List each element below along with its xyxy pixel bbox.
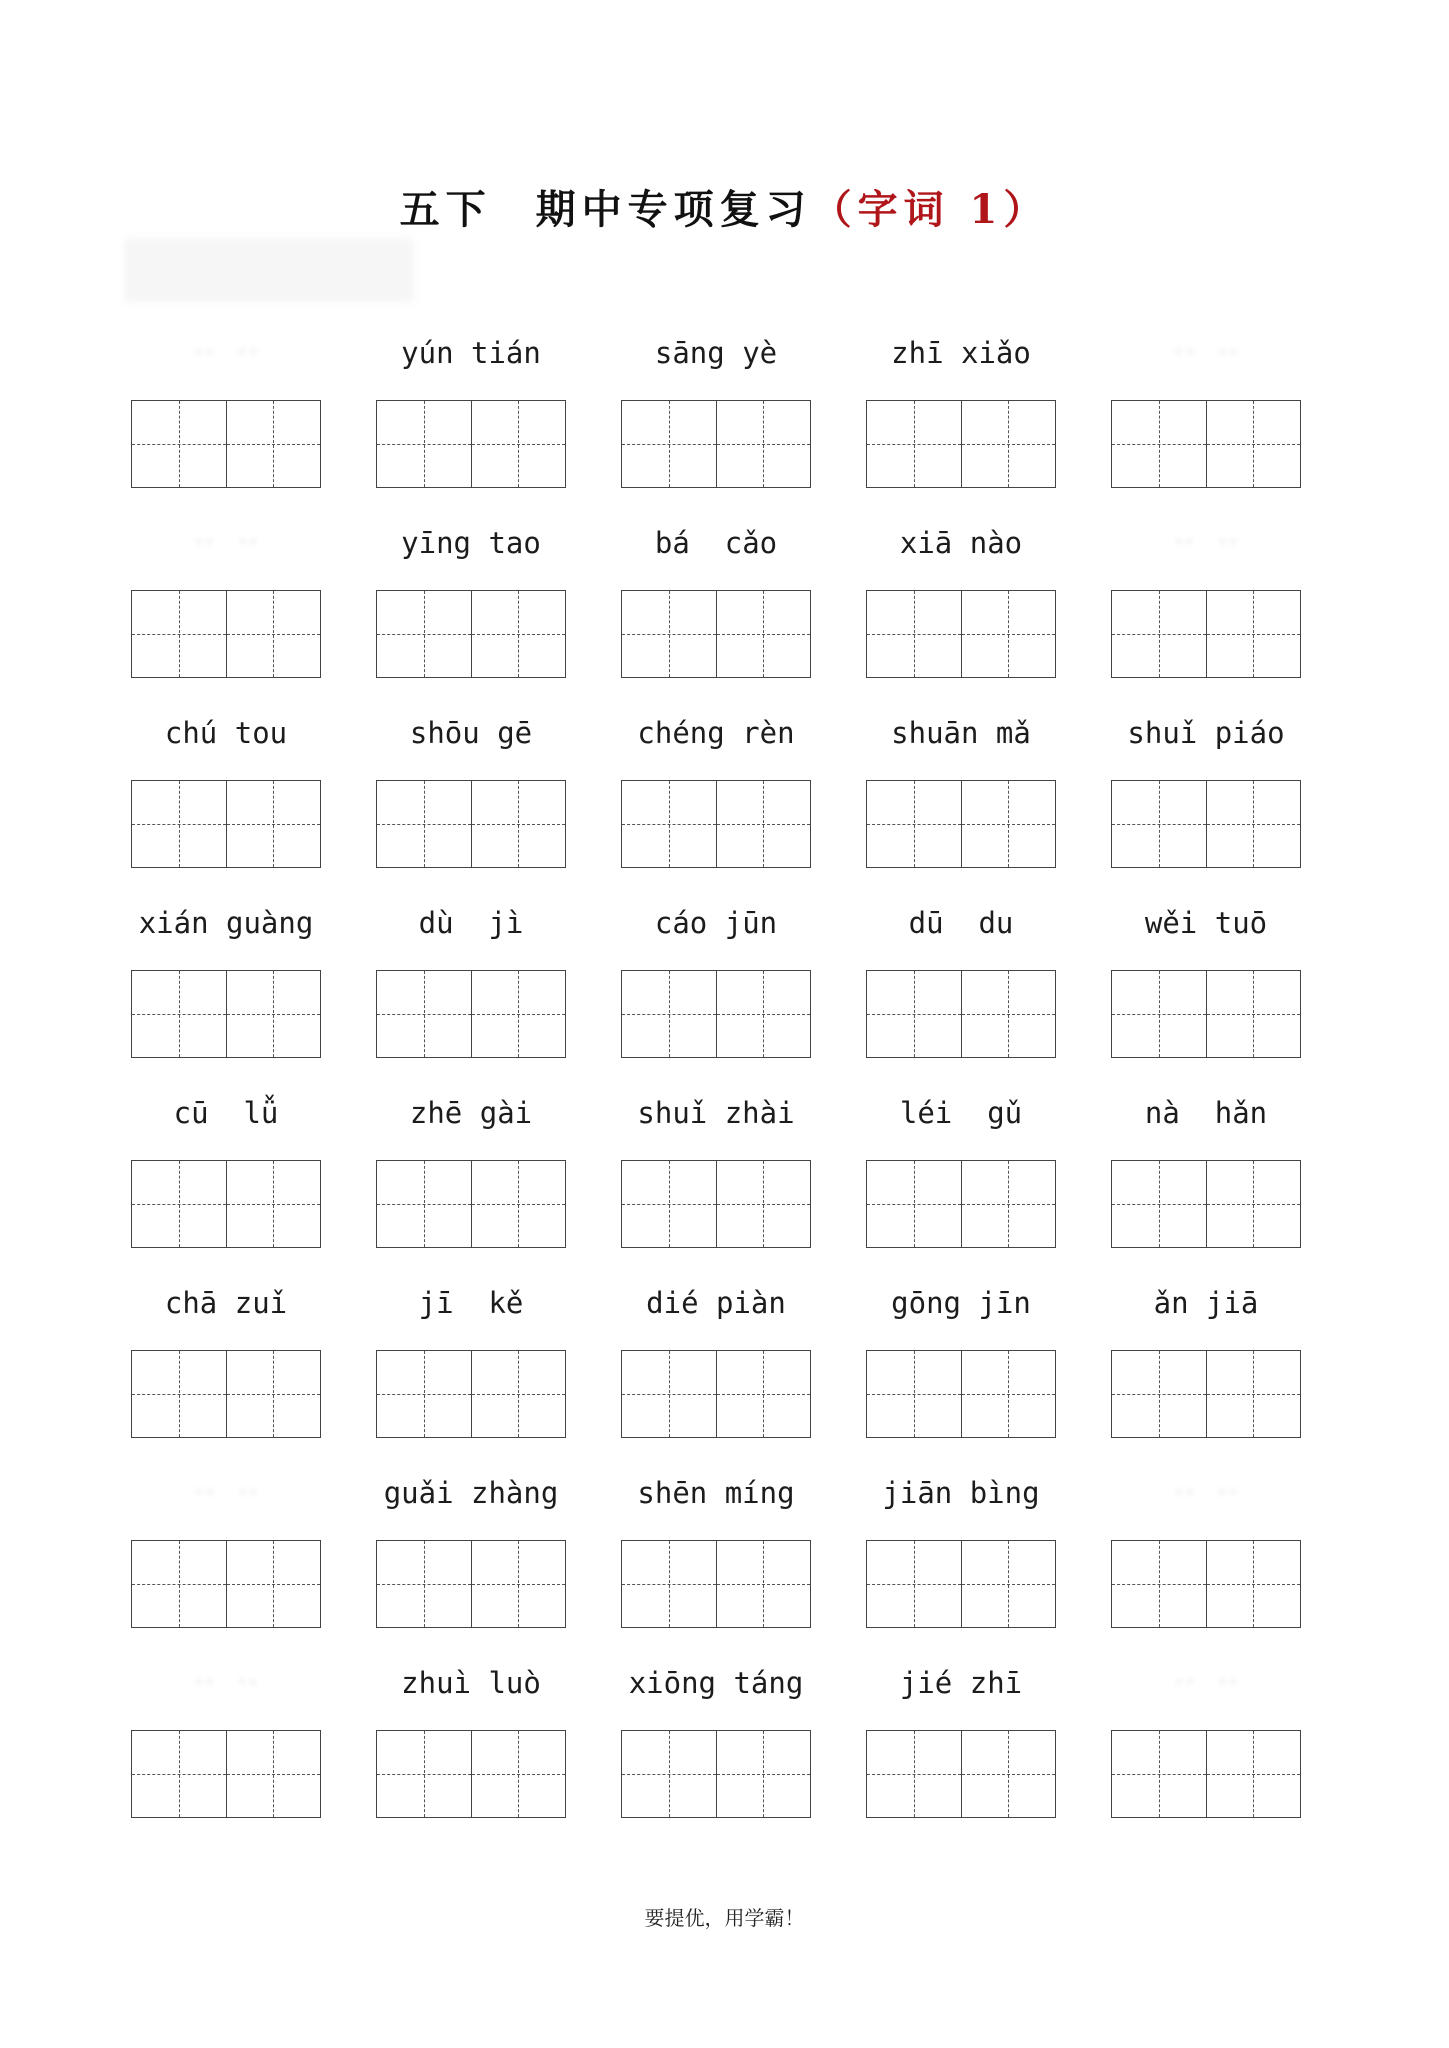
word-item xyxy=(1111,698,1301,872)
tianzige-cell[interactable] xyxy=(1112,1161,1206,1247)
word-item xyxy=(376,1078,566,1252)
tianzige-box-pair[interactable] xyxy=(866,1730,1056,1818)
word-item xyxy=(1111,1648,1301,1822)
pinyin-label-blurred: ·· ·· xyxy=(193,1482,259,1503)
tianzige-cell[interactable] xyxy=(471,1351,566,1437)
word-item xyxy=(376,1268,566,1442)
tianzige-box-pair[interactable] xyxy=(376,1350,566,1438)
tianzige-cell[interactable] xyxy=(1206,971,1301,1057)
tianzige-box-pair[interactable] xyxy=(1111,590,1301,678)
word-item xyxy=(131,508,321,682)
page-title xyxy=(0,178,1449,235)
tianzige-cell[interactable] xyxy=(1206,591,1301,677)
tianzige-box-pair[interactable] xyxy=(1111,1540,1301,1628)
tianzige-cell[interactable] xyxy=(1112,1541,1206,1627)
word-item xyxy=(866,1268,1056,1442)
tianzige-cell[interactable] xyxy=(132,971,226,1057)
tianzige-cell[interactable] xyxy=(377,971,471,1057)
tianzige-box-pair[interactable] xyxy=(866,970,1056,1058)
tianzige-box-pair[interactable] xyxy=(866,400,1056,488)
tianzige-box-pair[interactable] xyxy=(621,780,811,868)
tianzige-box-pair[interactable] xyxy=(621,1540,811,1628)
word-item xyxy=(131,1078,321,1252)
tianzige-cell[interactable] xyxy=(226,971,321,1057)
tianzige-cell[interactable] xyxy=(226,401,321,487)
pinyin-label-blurred: ·· ·· xyxy=(193,342,259,363)
word-item xyxy=(131,318,321,492)
tianzige-box-pair[interactable] xyxy=(376,1160,566,1248)
tianzige-cell[interactable] xyxy=(867,1541,961,1627)
pinyin-label: cū lǚ xyxy=(173,1096,279,1130)
tianzige-cell[interactable] xyxy=(132,1731,226,1817)
tianzige-cell[interactable] xyxy=(377,1731,471,1817)
tianzige-cell[interactable] xyxy=(1112,1731,1206,1817)
tianzige-cell[interactable] xyxy=(132,1541,226,1627)
tianzige-box-pair[interactable] xyxy=(376,1730,566,1818)
pinyin-label: yīng tao xyxy=(401,526,541,560)
tianzige-cell[interactable] xyxy=(132,781,226,867)
pinyin-label: xiā nào xyxy=(899,526,1023,560)
tianzige-box-pair[interactable] xyxy=(131,780,321,868)
tianzige-cell[interactable] xyxy=(1206,1161,1301,1247)
pinyin-label-blurred: ·· ·· xyxy=(1173,532,1239,553)
tianzige-cell[interactable] xyxy=(716,591,811,677)
word-item xyxy=(131,698,321,872)
tianzige-cell[interactable] xyxy=(377,1351,471,1437)
word-item xyxy=(131,888,321,1062)
pinyin-label: jiān bìng xyxy=(882,1476,1040,1510)
pinyin-label: zhē gài xyxy=(409,1096,533,1130)
tianzige-box-pair[interactable] xyxy=(621,590,811,678)
tianzige-box-pair[interactable] xyxy=(1111,1350,1301,1438)
tianzige-box-pair[interactable] xyxy=(1111,780,1301,868)
tianzige-box-pair[interactable] xyxy=(376,590,566,678)
word-item xyxy=(621,318,811,492)
pinyin-label: zhī xiǎo xyxy=(891,336,1031,370)
pinyin-label: guǎi zhàng xyxy=(383,1476,559,1510)
title-main: 五下 xyxy=(399,186,492,233)
blurred-watermark xyxy=(124,238,414,302)
pinyin-label: dié piàn xyxy=(646,1286,786,1320)
tianzige-cell[interactable] xyxy=(716,401,811,487)
tianzige-cell[interactable] xyxy=(471,1541,566,1627)
tianzige-cell[interactable] xyxy=(1206,1541,1301,1627)
tianzige-cell[interactable] xyxy=(226,1161,321,1247)
pinyin-label-blurred: ·· ·· xyxy=(193,532,259,553)
word-item xyxy=(376,1648,566,1822)
word-item xyxy=(1111,318,1301,492)
pinyin-label-blurred: ·· ·· xyxy=(193,1672,259,1693)
word-item xyxy=(1111,1078,1301,1252)
tianzige-cell[interactable] xyxy=(1206,1731,1301,1817)
tianzige-box-pair[interactable] xyxy=(621,970,811,1058)
tianzige-cell[interactable] xyxy=(132,591,226,677)
tianzige-cell[interactable] xyxy=(961,401,1056,487)
word-item xyxy=(376,888,566,1062)
word-item xyxy=(1111,1458,1301,1632)
pinyin-label: chú tou xyxy=(164,716,288,750)
tianzige-box-pair[interactable] xyxy=(1111,400,1301,488)
pinyin-label: chéng rèn xyxy=(637,716,795,750)
tianzige-cell[interactable] xyxy=(1206,401,1301,487)
pinyin-label: ǎn jiā xyxy=(1153,1286,1259,1320)
pinyin-label: yún tián xyxy=(401,336,541,370)
pinyin-label: xián guàng xyxy=(138,906,314,940)
tianzige-cell[interactable] xyxy=(1112,781,1206,867)
word-item xyxy=(866,1458,1056,1632)
tianzige-cell[interactable] xyxy=(471,1161,566,1247)
word-item xyxy=(866,318,1056,492)
tianzige-cell[interactable] xyxy=(867,1731,961,1817)
pinyin-label: jī kě xyxy=(418,1286,524,1320)
pinyin-label-blurred: ·· ·· xyxy=(1173,1482,1239,1503)
word-item xyxy=(376,1458,566,1632)
tianzige-cell[interactable] xyxy=(471,401,566,487)
word-item xyxy=(621,1268,811,1442)
pinyin-label: chā zuǐ xyxy=(164,1286,288,1320)
pinyin-label: léi gǔ xyxy=(899,1096,1023,1130)
tianzige-cell[interactable] xyxy=(622,591,716,677)
title-accent: （字词 1） xyxy=(811,186,1050,233)
tianzige-cell[interactable] xyxy=(377,1541,471,1627)
pinyin-label: dù jì xyxy=(418,906,524,940)
tianzige-cell[interactable] xyxy=(622,781,716,867)
pinyin-label: shōu gē xyxy=(409,716,533,750)
tianzige-box-pair[interactable] xyxy=(131,400,321,488)
word-item xyxy=(131,1458,321,1632)
tianzige-box-pair[interactable] xyxy=(376,400,566,488)
pinyin-label: shēn míng xyxy=(637,1476,795,1510)
tianzige-cell[interactable] xyxy=(961,1161,1056,1247)
tianzige-cell[interactable] xyxy=(961,971,1056,1057)
tianzige-cell[interactable] xyxy=(132,1161,226,1247)
tianzige-cell[interactable] xyxy=(1112,401,1206,487)
tianzige-box-pair[interactable] xyxy=(1111,1160,1301,1248)
pinyin-label: xiōng táng xyxy=(628,1666,804,1700)
pinyin-label: jié zhī xyxy=(899,1666,1023,1700)
tianzige-cell[interactable] xyxy=(961,1731,1056,1817)
tianzige-cell[interactable] xyxy=(716,1541,811,1627)
tianzige-cell[interactable] xyxy=(867,1351,961,1437)
word-item xyxy=(621,698,811,872)
tianzige-cell[interactable] xyxy=(716,1161,811,1247)
pinyin-label: shuǐ zhài xyxy=(637,1096,795,1130)
tianzige-box-pair[interactable] xyxy=(131,1540,321,1628)
pinyin-label: dū du xyxy=(908,906,1014,940)
word-grid xyxy=(131,318,1321,1822)
tianzige-box-pair[interactable] xyxy=(621,400,811,488)
tianzige-cell[interactable] xyxy=(716,971,811,1057)
tianzige-box-pair[interactable] xyxy=(131,590,321,678)
tianzige-cell[interactable] xyxy=(961,1541,1056,1627)
tianzige-cell[interactable] xyxy=(377,401,471,487)
word-item xyxy=(376,508,566,682)
tianzige-cell[interactable] xyxy=(1112,1351,1206,1437)
pinyin-label-blurred: ·· ·· xyxy=(1173,1672,1239,1693)
tianzige-cell[interactable] xyxy=(867,591,961,677)
tianzige-box-pair[interactable] xyxy=(621,1350,811,1438)
word-item xyxy=(1111,508,1301,682)
tianzige-box-pair[interactable] xyxy=(621,1730,811,1818)
tianzige-box-pair[interactable] xyxy=(866,1350,1056,1438)
footer-slogan: 要提优，用学霸！ xyxy=(644,1906,805,1930)
tianzige-box-pair[interactable] xyxy=(376,970,566,1058)
tianzige-cell[interactable] xyxy=(867,781,961,867)
word-item xyxy=(866,888,1056,1062)
tianzige-cell[interactable] xyxy=(622,1351,716,1437)
word-item xyxy=(131,1268,321,1442)
word-item xyxy=(1111,1268,1301,1442)
tianzige-box-pair[interactable] xyxy=(1111,1730,1301,1818)
tianzige-box-pair[interactable] xyxy=(866,1160,1056,1248)
word-item xyxy=(621,1078,811,1252)
tianzige-cell[interactable] xyxy=(867,971,961,1057)
pinyin-label-blurred: ·· ·· xyxy=(1173,342,1239,363)
tianzige-cell[interactable] xyxy=(226,591,321,677)
word-item xyxy=(1111,888,1301,1062)
tianzige-cell[interactable] xyxy=(622,1731,716,1817)
tianzige-cell[interactable] xyxy=(1206,781,1301,867)
tianzige-cell[interactable] xyxy=(377,781,471,867)
tianzige-box-pair[interactable] xyxy=(866,1540,1056,1628)
tianzige-cell[interactable] xyxy=(226,781,321,867)
pinyin-label: gōng jīn xyxy=(891,1286,1031,1320)
tianzige-cell[interactable] xyxy=(132,401,226,487)
tianzige-cell[interactable] xyxy=(1112,971,1206,1057)
tianzige-cell[interactable] xyxy=(961,781,1056,867)
tianzige-cell[interactable] xyxy=(622,1161,716,1247)
tianzige-cell[interactable] xyxy=(226,1541,321,1627)
pinyin-label: shuān mǎ xyxy=(891,716,1031,750)
pinyin-label: nà hǎn xyxy=(1144,1096,1268,1130)
tianzige-cell[interactable] xyxy=(716,781,811,867)
word-item xyxy=(866,1648,1056,1822)
tianzige-cell[interactable] xyxy=(1112,591,1206,677)
word-item xyxy=(621,1648,811,1822)
tianzige-box-pair[interactable] xyxy=(866,780,1056,868)
tianzige-cell[interactable] xyxy=(716,1351,811,1437)
tianzige-box-pair[interactable] xyxy=(376,780,566,868)
tianzige-box-pair[interactable] xyxy=(376,1540,566,1628)
pinyin-label: shuǐ piáo xyxy=(1127,716,1285,750)
word-item xyxy=(866,1078,1056,1252)
tianzige-cell[interactable] xyxy=(377,1161,471,1247)
tianzige-box-pair[interactable] xyxy=(131,970,321,1058)
tianzige-cell[interactable] xyxy=(471,781,566,867)
tianzige-cell[interactable] xyxy=(961,591,1056,677)
word-item xyxy=(621,888,811,1062)
tianzige-box-pair[interactable] xyxy=(131,1350,321,1438)
tianzige-cell[interactable] xyxy=(961,1351,1056,1437)
word-item xyxy=(376,698,566,872)
pinyin-label: bá cǎo xyxy=(654,526,778,560)
pinyin-label: zhuì luò xyxy=(401,1666,541,1700)
word-item xyxy=(131,1648,321,1822)
tianzige-cell[interactable] xyxy=(471,971,566,1057)
tianzige-box-pair[interactable] xyxy=(131,1730,321,1818)
word-item xyxy=(866,698,1056,872)
tianzige-cell[interactable] xyxy=(132,1351,226,1437)
pinyin-label: wěi tuō xyxy=(1144,906,1268,940)
tianzige-cell[interactable] xyxy=(471,591,566,677)
tianzige-box-pair[interactable] xyxy=(131,1160,321,1248)
tianzige-box-pair[interactable] xyxy=(866,590,1056,678)
tianzige-box-pair[interactable] xyxy=(621,1160,811,1248)
pinyin-label: cáo jūn xyxy=(654,906,778,940)
pinyin-label: sāng yè xyxy=(654,336,778,370)
tianzige-cell[interactable] xyxy=(716,1731,811,1817)
tianzige-box-pair[interactable] xyxy=(1111,970,1301,1058)
tianzige-cell[interactable] xyxy=(471,1731,566,1817)
word-item xyxy=(621,1458,811,1632)
tianzige-cell[interactable] xyxy=(377,591,471,677)
tianzige-cell[interactable] xyxy=(622,1541,716,1627)
tianzige-cell[interactable] xyxy=(622,971,716,1057)
word-item xyxy=(866,508,1056,682)
tianzige-cell[interactable] xyxy=(867,1161,961,1247)
tianzige-cell[interactable] xyxy=(867,401,961,487)
word-item xyxy=(376,318,566,492)
title-sub: 期中专项复习 xyxy=(535,186,812,233)
tianzige-cell[interactable] xyxy=(1206,1351,1301,1437)
tianzige-cell[interactable] xyxy=(226,1351,321,1437)
word-item xyxy=(621,508,811,682)
tianzige-cell[interactable] xyxy=(226,1731,321,1817)
tianzige-cell[interactable] xyxy=(622,401,716,487)
